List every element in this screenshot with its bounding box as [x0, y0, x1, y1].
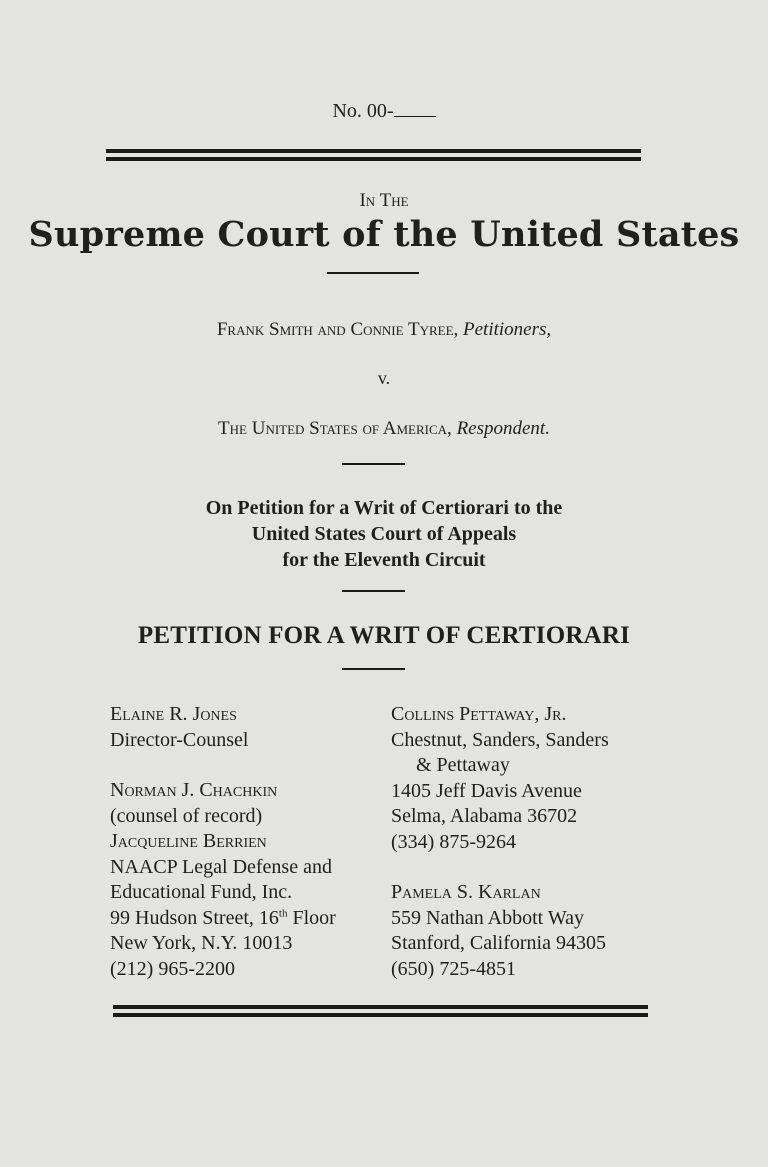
respondent-role: Respondent. — [456, 418, 550, 439]
city-address: Selma, Alabama 36702 — [391, 805, 578, 827]
top-double-rule — [106, 149, 641, 161]
respondent-name: The United States of America, — [218, 418, 452, 439]
divider-rule — [327, 272, 419, 274]
street-address: 99 Hudson Street, 16th Floor — [110, 906, 336, 929]
petitioners-line — [0, 319, 768, 341]
phone-number: (212) 965-2200 — [110, 957, 235, 980]
divider-rule — [342, 590, 405, 592]
street-address: 1405 Jeff Davis Avenue — [391, 779, 582, 802]
petition-title: PETITION FOR A WRIT OF CERTIORARI — [137, 622, 631, 649]
counsel-left-column — [110, 702, 380, 982]
firm-line: Chestnut, Sanders, Sanders — [391, 728, 609, 751]
petitioners-names: Frank Smith and Connie Tyree, — [216, 319, 459, 340]
org-line: Educational Fund, Inc. — [110, 881, 293, 903]
counsel-name: Norman J. Chachkin — [110, 779, 278, 801]
bottom-double-rule — [113, 1005, 648, 1017]
docket-label: No. 00- — [332, 100, 394, 122]
counsel-name: Collins Pettaway, Jr. — [391, 703, 567, 725]
on-petition-line-2: United States Court of Appeals — [251, 523, 517, 545]
on-petition-block — [0, 495, 768, 573]
docket-blank-line — [394, 102, 436, 117]
counsel-name: Jacqueline Berrien — [110, 830, 267, 852]
firm-line: & Pettaway — [416, 754, 510, 776]
street-address: 559 Nathan Abbott Way — [391, 906, 584, 929]
on-petition-line-3: for the Eleventh Circuit — [282, 549, 486, 571]
phone-number: (650) 725-4851 — [391, 957, 516, 980]
petitioners-role: Petitioners, — [463, 319, 552, 340]
on-petition-line-1: On Petition for a Writ of Certiorari to the — [205, 497, 563, 519]
respondent-line — [0, 418, 768, 440]
counsel-name: Elaine R. Jones — [110, 703, 237, 725]
docket-number — [0, 100, 768, 123]
city-address: New York, N.Y. 10013 — [110, 932, 293, 954]
counsel-role: (counsel of record) — [110, 804, 263, 827]
counsel-right-column — [391, 702, 671, 982]
phone-number: (334) 875-9264 — [391, 830, 516, 853]
divider-rule — [342, 668, 405, 670]
divider-rule — [342, 463, 405, 465]
counsel-name: Pamela S. Karlan — [391, 881, 541, 903]
counsel-title: Director-Counsel — [110, 728, 249, 751]
in-the-heading: In The — [359, 190, 409, 211]
court-name: Supreme Court of the United States — [28, 214, 740, 255]
city-address: Stanford, California 94305 — [391, 932, 606, 954]
org-line: NAACP Legal Defense and — [110, 855, 332, 878]
versus: v. — [377, 368, 391, 388]
